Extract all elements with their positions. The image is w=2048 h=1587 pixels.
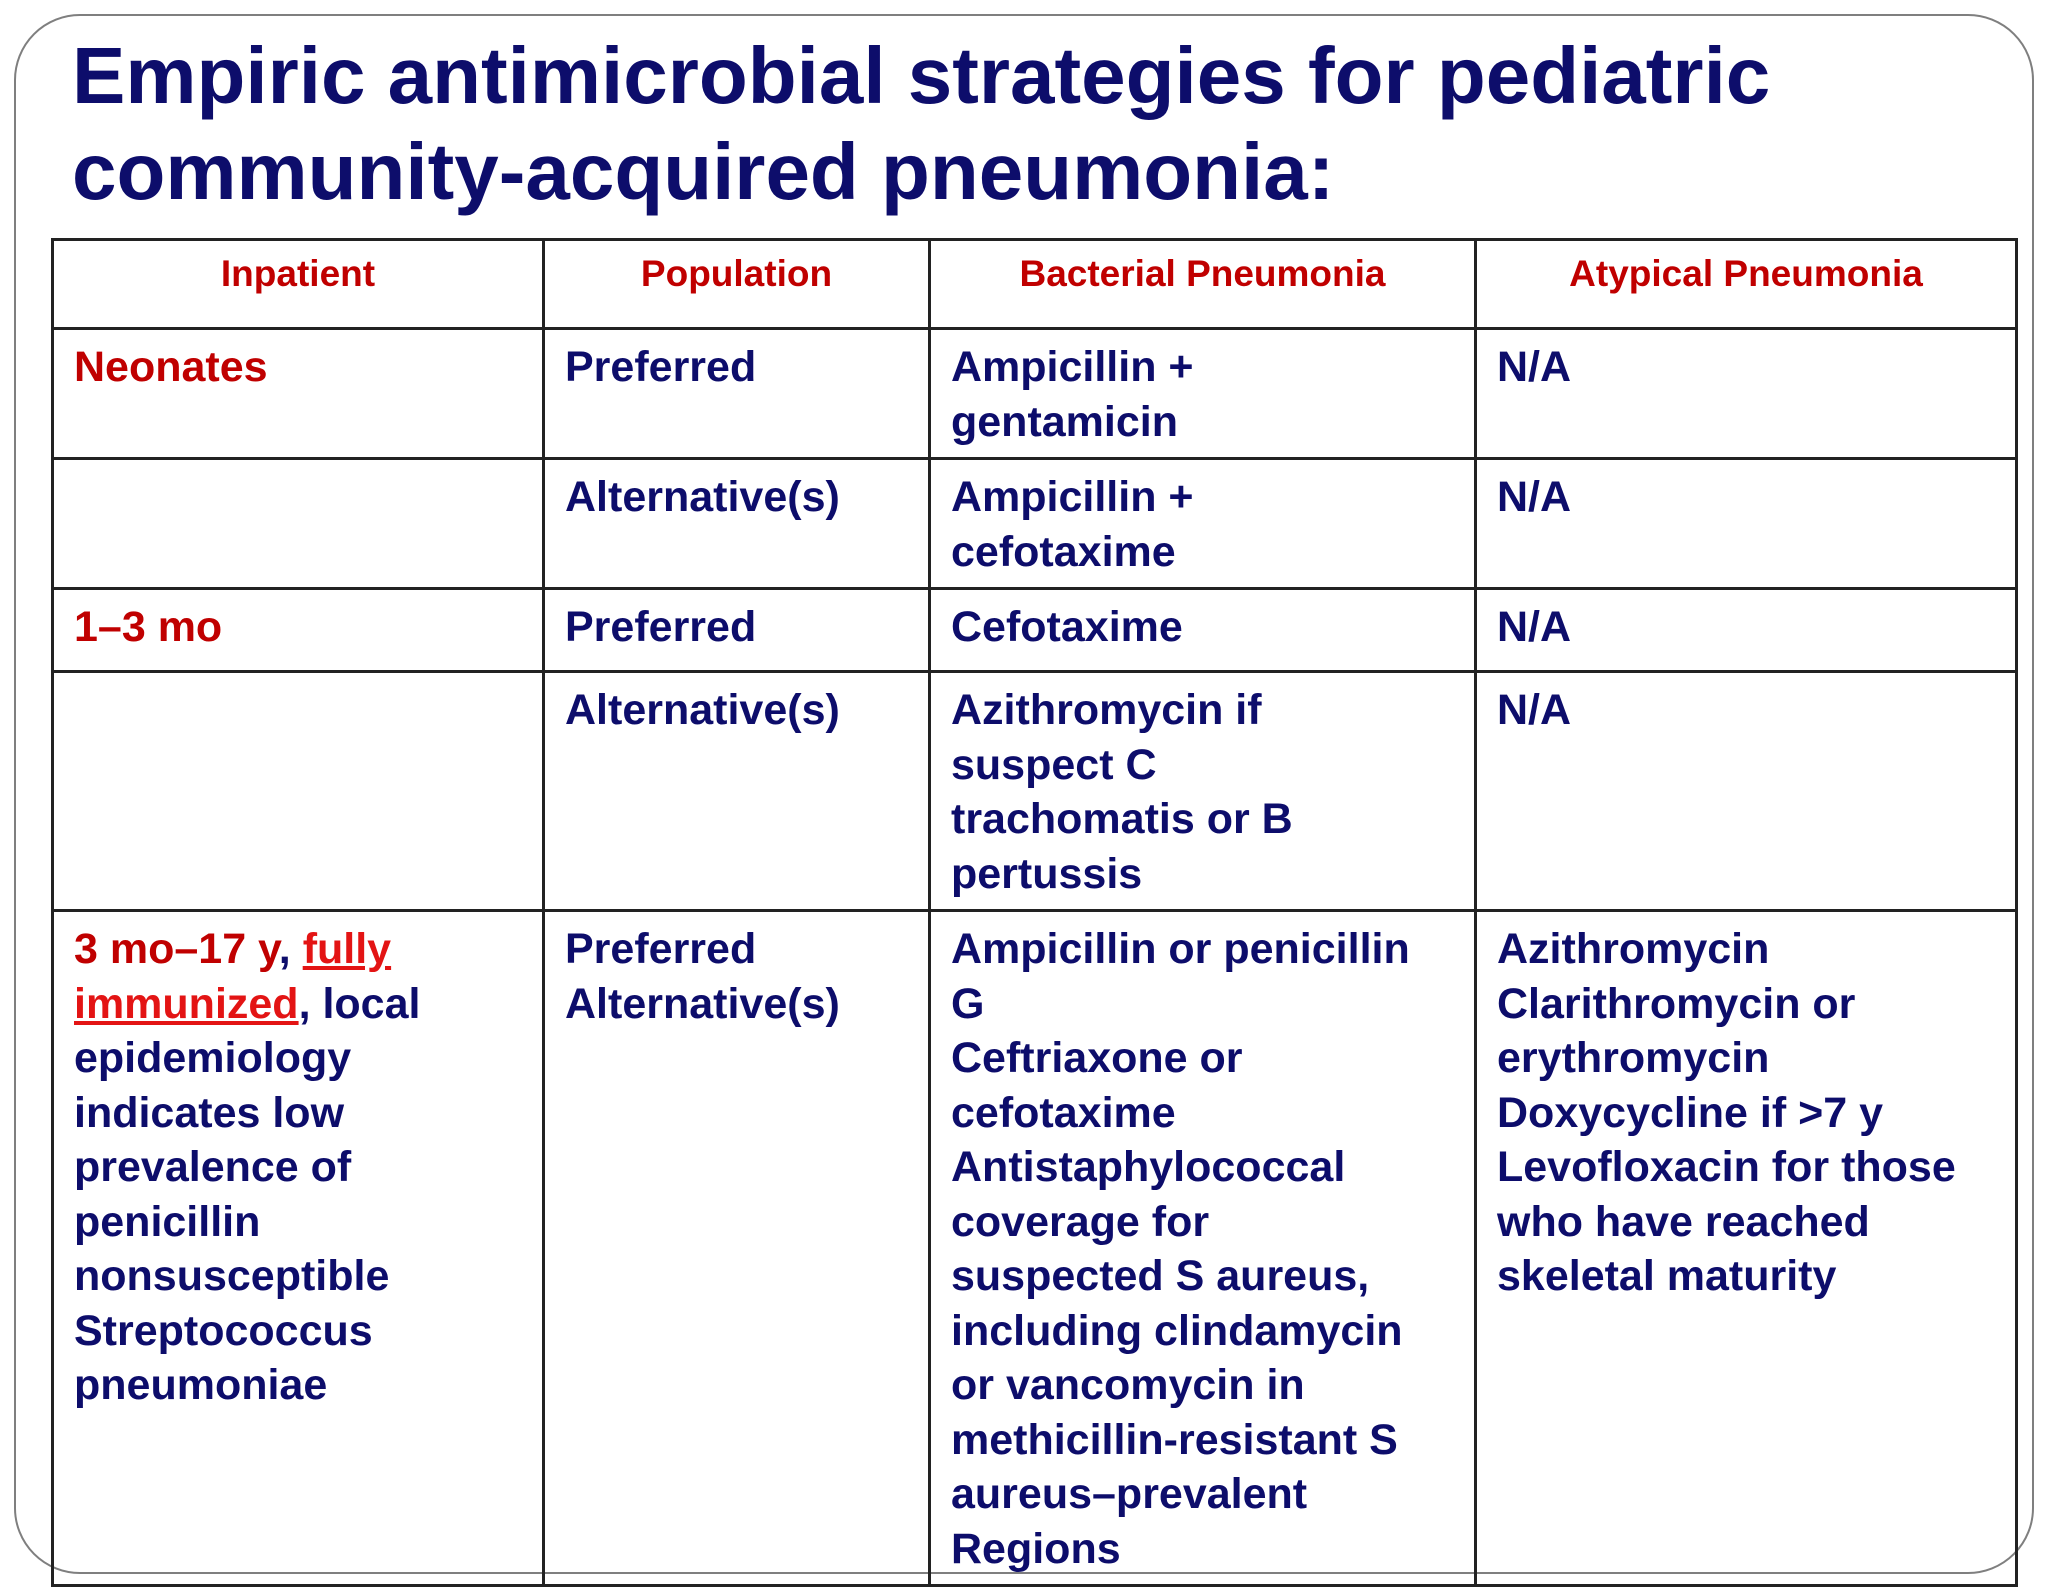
cell-line: nonsusceptible bbox=[74, 1252, 390, 1300]
cell-population bbox=[544, 672, 930, 911]
table-row bbox=[53, 672, 2017, 911]
cell-line: Antistaphylococcal bbox=[951, 1143, 1346, 1191]
slide-title bbox=[72, 28, 2012, 220]
cell-line: erythromycin bbox=[1497, 1034, 1770, 1082]
cell-line: pertussis bbox=[951, 849, 1143, 898]
cell-line: suspect C bbox=[951, 740, 1157, 789]
cell-line: Alternative(s) bbox=[565, 979, 840, 1028]
table-header-row bbox=[53, 240, 2017, 329]
cell-line: methicillin-resistant S bbox=[951, 1415, 1398, 1464]
cell-line: N/A bbox=[1497, 686, 1572, 734]
cell-line: coverage for bbox=[951, 1197, 1210, 1246]
cell-atypical bbox=[1476, 911, 2017, 1586]
cell-population bbox=[544, 911, 930, 1586]
title-line-1: Empiric antimicrobial strategies for pediatric bbox=[72, 31, 1771, 120]
header-population: Population bbox=[544, 240, 930, 329]
cell-line: epidemiology bbox=[74, 1034, 352, 1082]
cell-line: cefotaxime bbox=[951, 1088, 1176, 1137]
cell-line: Ampicillin + bbox=[951, 343, 1194, 391]
cell-bacterial bbox=[930, 459, 1476, 589]
header-atypical: Atypical Pneumonia bbox=[1476, 240, 2017, 329]
cell-line: Alternative(s) bbox=[565, 473, 840, 521]
local-text: , local bbox=[298, 979, 421, 1028]
immunized-link[interactable]: immunized bbox=[74, 979, 299, 1028]
cell-atypical bbox=[1476, 589, 2017, 672]
cell-line: Ampicillin or penicillin bbox=[951, 925, 1410, 973]
cell-line: Cefotaxime bbox=[951, 603, 1183, 651]
table-row bbox=[53, 459, 2017, 589]
cell-line: skeletal maturity bbox=[1497, 1252, 1837, 1300]
cell-atypical bbox=[1476, 329, 2017, 459]
cell-line: G bbox=[951, 979, 985, 1028]
cell-bacterial bbox=[930, 589, 1476, 672]
cell-line: penicillin bbox=[74, 1197, 261, 1246]
age-range-label: 3 mo–17 y bbox=[74, 925, 279, 973]
cell-line: N/A bbox=[1497, 603, 1572, 651]
cell-inpatient bbox=[53, 672, 544, 911]
cell-line: Ceftriaxone or bbox=[951, 1034, 1243, 1082]
cell-line: Azithromycin bbox=[1497, 925, 1770, 973]
cell-population bbox=[544, 589, 930, 672]
cell-inpatient: Neonates bbox=[53, 329, 544, 459]
cell-population bbox=[544, 329, 930, 459]
cell-line: who have reached bbox=[1497, 1197, 1870, 1246]
cell-line: Azithromycin if bbox=[951, 686, 1262, 734]
cell-line: aureus–prevalent bbox=[951, 1470, 1308, 1518]
cell-line: Alternative(s) bbox=[565, 686, 840, 734]
table-row bbox=[53, 911, 2017, 1586]
cell-line: Preferred bbox=[565, 925, 757, 973]
cell-line: cefotaxime bbox=[951, 527, 1176, 576]
title-line-2: community-acquired pneumonia: bbox=[72, 127, 1335, 216]
cell-line: prevalence of bbox=[74, 1143, 352, 1191]
inpatient-first-line bbox=[74, 922, 522, 977]
cell-line: Regions bbox=[951, 1524, 1121, 1573]
cell-line: trachomatis or B bbox=[951, 795, 1293, 843]
cell-line: pneumoniae bbox=[74, 1361, 328, 1409]
fully-link[interactable]: fully bbox=[302, 925, 392, 973]
cell-line: Doxycycline if >7 y bbox=[1497, 1088, 1884, 1137]
inpatient-second-line bbox=[74, 977, 522, 1032]
table-row bbox=[53, 329, 2017, 459]
header-bacterial: Bacterial Pneumonia bbox=[930, 240, 1476, 329]
cell-atypical bbox=[1476, 672, 2017, 911]
header-inpatient: Inpatient bbox=[53, 240, 544, 329]
cell-line: Levofloxacin for those bbox=[1497, 1143, 1956, 1191]
cell-line: indicates low bbox=[74, 1088, 345, 1137]
cell-inpatient: 1–3 mo bbox=[53, 589, 544, 672]
cell-line: N/A bbox=[1497, 473, 1572, 521]
cell-line: Clarithromycin or bbox=[1497, 979, 1856, 1028]
cell-line: Preferred bbox=[565, 343, 757, 391]
cell-line: including clindamycin bbox=[951, 1306, 1403, 1355]
cell-bacterial bbox=[930, 911, 1476, 1586]
cell-population bbox=[544, 459, 930, 589]
cell-line: Ampicillin + bbox=[951, 473, 1194, 521]
separator: , bbox=[278, 925, 303, 973]
cell-line: suspected S aureus, bbox=[951, 1252, 1370, 1300]
cell-bacterial bbox=[930, 672, 1476, 911]
cell-line: gentamicin bbox=[951, 397, 1178, 446]
cell-inpatient bbox=[53, 911, 544, 1586]
cell-line: or vancomycin in bbox=[951, 1361, 1305, 1409]
cell-line: Preferred bbox=[565, 603, 757, 651]
antimicrobial-table bbox=[51, 238, 2018, 1587]
table-row bbox=[53, 589, 2017, 672]
cell-line: Streptococcus bbox=[74, 1306, 373, 1355]
cell-atypical bbox=[1476, 459, 2017, 589]
cell-line: N/A bbox=[1497, 343, 1572, 391]
cell-bacterial bbox=[930, 329, 1476, 459]
cell-inpatient bbox=[53, 459, 544, 589]
